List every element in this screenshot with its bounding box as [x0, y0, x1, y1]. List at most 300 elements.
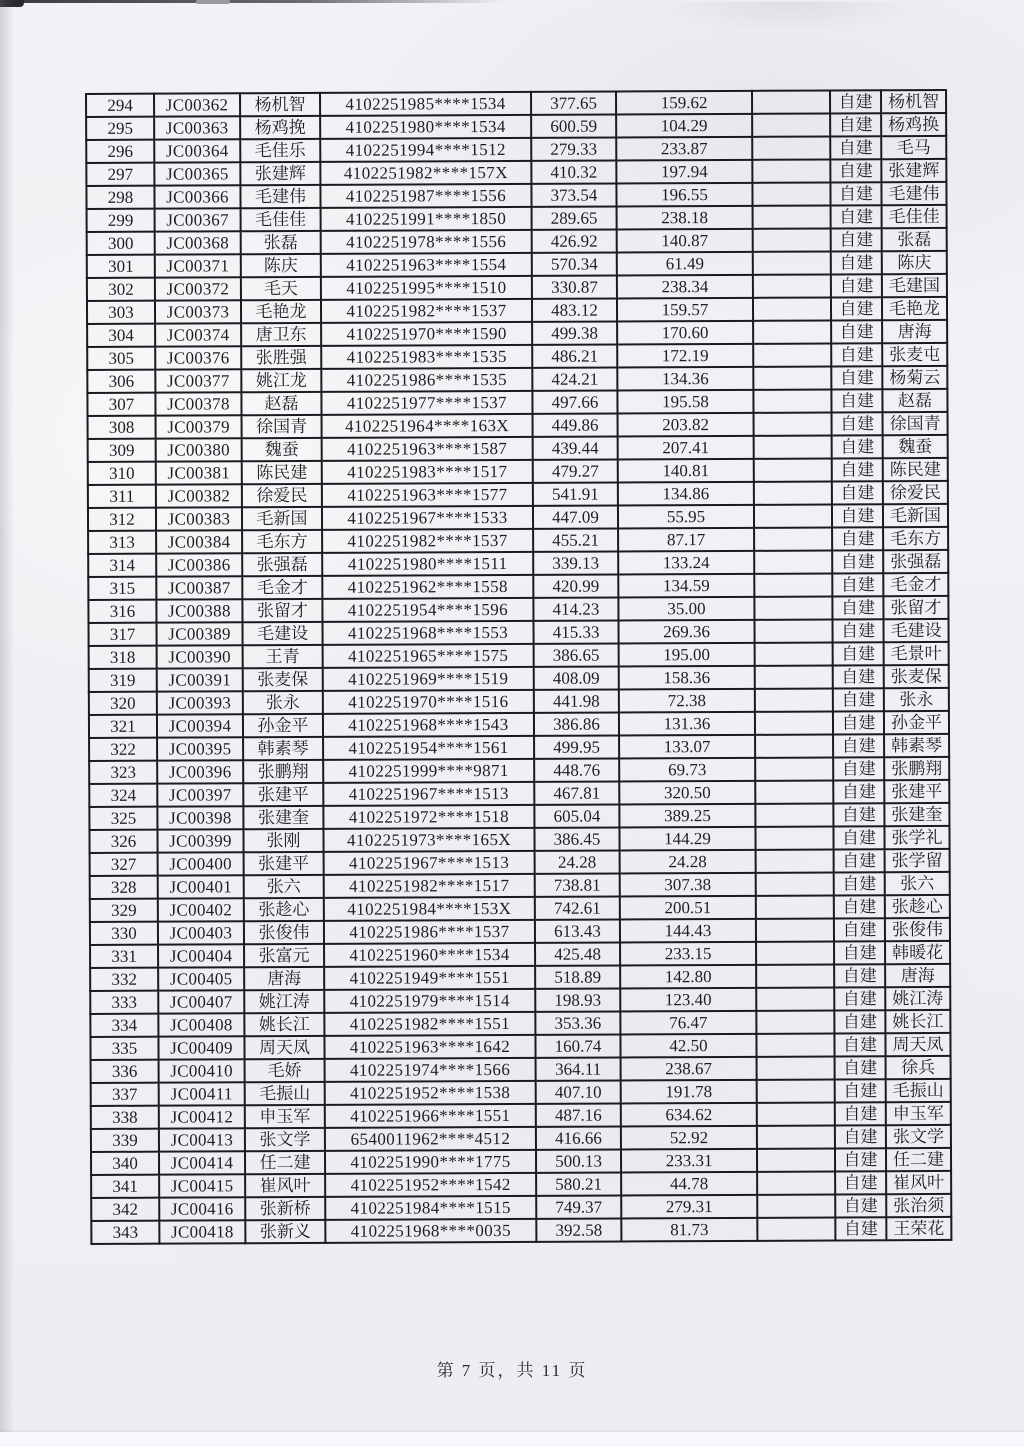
cell-blank — [755, 711, 833, 734]
cell-name-2: 姚长江 — [885, 1010, 950, 1033]
cell-blank — [755, 665, 833, 688]
cell-value-2: 44.78 — [621, 1172, 757, 1196]
cell-blank — [757, 1079, 835, 1102]
cell-value-1: 613.43 — [535, 919, 620, 942]
cell-blank — [752, 159, 830, 182]
cell-build-type: 自建 — [835, 1125, 886, 1148]
cell-blank — [756, 987, 834, 1010]
cell-blank — [754, 481, 832, 504]
cell-value-2: 200.51 — [620, 896, 756, 920]
cell-name: 姚江涛 — [244, 990, 324, 1013]
cell-code: JC00401 — [158, 875, 244, 898]
cell-index: 328 — [90, 876, 158, 899]
cell-build-type: 自建 — [833, 642, 884, 665]
cell-value-2: 42.50 — [620, 1034, 756, 1058]
cell-value-2: 72.38 — [619, 689, 755, 713]
cell-id-number: 4102251984****1515 — [325, 1196, 536, 1220]
cell-code: JC00394 — [157, 714, 243, 737]
cell-build-type: 自建 — [832, 481, 883, 504]
cell-value-1: 377.65 — [531, 91, 616, 114]
cell-name-2: 杨鸡换 — [881, 113, 946, 136]
cell-blank — [757, 1194, 835, 1217]
cell-build-type: 自建 — [832, 527, 883, 550]
cell-value-1: 483.12 — [532, 298, 617, 321]
cell-id-number: 4102251991****1850 — [321, 207, 532, 231]
cell-value-2: 134.36 — [617, 367, 753, 391]
cell-index: 336 — [91, 1060, 159, 1083]
cell-name-2: 毛佳佳 — [882, 205, 947, 228]
cell-name: 张磊 — [241, 231, 321, 254]
cell-build-type: 自建 — [834, 941, 885, 964]
cell-name: 张富元 — [244, 944, 324, 967]
cell-index: 317 — [88, 623, 156, 646]
cell-name-2: 周天凤 — [885, 1033, 950, 1056]
page-footer: 第 7 页，共 11 页 — [436, 1361, 588, 1380]
cell-value-2: 159.62 — [616, 91, 752, 115]
cell-name: 张建平 — [244, 852, 324, 875]
cell-build-type: 自建 — [832, 619, 883, 642]
cell-name: 毛东方 — [242, 530, 322, 553]
cell-build-type: 自建 — [835, 1079, 886, 1102]
cell-value-1: 518.89 — [535, 965, 620, 988]
cell-build-type: 自建 — [831, 320, 882, 343]
cell-index: 333 — [90, 991, 158, 1014]
cell-id-number: 4102251964****163X — [322, 414, 533, 438]
cell-value-2: 195.58 — [617, 390, 753, 414]
cell-name: 唐海 — [244, 967, 324, 990]
cell-value-1: 541.91 — [533, 482, 618, 505]
cell-code: JC00410 — [159, 1059, 245, 1082]
cell-id-number: 4102251982****157X — [320, 161, 531, 185]
cell-value-2: 195.00 — [619, 643, 755, 667]
cell-value-2: 81.73 — [621, 1218, 757, 1242]
cell-index: 321 — [89, 715, 157, 738]
cell-build-type: 自建 — [833, 780, 884, 803]
cell-index: 313 — [88, 531, 156, 554]
cell-name: 毛天 — [241, 277, 321, 300]
cell-index: 323 — [89, 761, 157, 784]
scan-artifact-top-edge — [0, 0, 505, 3]
cell-build-type: 自建 — [832, 412, 883, 435]
cell-name-2: 申玉军 — [886, 1102, 951, 1125]
cell-name-2: 韩素琴 — [884, 734, 949, 757]
cell-name: 张建辉 — [240, 162, 320, 185]
cell-name-2: 张永 — [884, 688, 949, 711]
cell-id-number: 4102251963****1577 — [322, 483, 533, 507]
cell-blank — [755, 688, 833, 711]
cell-index: 301 — [87, 255, 155, 278]
cell-build-type: 自建 — [832, 596, 883, 619]
cell-blank — [754, 573, 832, 596]
cell-blank — [753, 228, 831, 251]
cell-index: 322 — [89, 738, 157, 761]
cell-value-1: 339.13 — [533, 551, 618, 574]
cell-index: 303 — [87, 301, 155, 324]
cell-value-1: 160.74 — [535, 1034, 620, 1057]
cell-value-2: 269.36 — [618, 620, 754, 644]
cell-value-2: 197.94 — [616, 160, 752, 184]
cell-build-type: 自建 — [831, 205, 882, 228]
cell-name-2: 张麦保 — [884, 665, 949, 688]
cell-code: JC00367 — [155, 208, 241, 231]
cell-value-2: 142.80 — [620, 965, 756, 989]
cell-name: 崔风叶 — [245, 1174, 325, 1197]
cell-code: JC00398 — [157, 806, 243, 829]
cell-blank — [752, 136, 830, 159]
cell-id-number: 4102251978****1556 — [321, 230, 532, 254]
cell-name-2: 张学礼 — [884, 826, 949, 849]
cell-blank — [752, 90, 830, 113]
cell-name-2: 张麦屯 — [882, 343, 947, 366]
cell-value-2: 55.95 — [618, 505, 754, 529]
cell-value-1: 279.33 — [531, 137, 616, 160]
cell-build-type: 自建 — [832, 504, 883, 527]
cell-build-type: 自建 — [830, 90, 881, 113]
cell-name: 张胜强 — [241, 346, 321, 369]
cell-value-1: 570.34 — [532, 252, 617, 275]
cell-code: JC00411 — [159, 1082, 245, 1105]
cell-name: 张新桥 — [245, 1197, 325, 1220]
cell-index: 315 — [88, 577, 156, 600]
cell-id-number: 4102251952****1538 — [325, 1081, 536, 1105]
cell-name: 孙金平 — [243, 714, 323, 737]
cell-value-2: 233.31 — [621, 1149, 757, 1173]
cell-value-1: 486.21 — [532, 344, 617, 367]
cell-build-type: 自建 — [830, 113, 881, 136]
cell-name-2: 张磊 — [882, 228, 947, 251]
cell-blank — [754, 504, 832, 527]
cell-name-2: 张六 — [885, 872, 950, 895]
cell-name-2: 毛建伟 — [881, 182, 946, 205]
cell-index: 299 — [87, 209, 155, 232]
scan-artifact-top-dash — [196, 0, 230, 4]
cell-build-type: 自建 — [835, 1148, 886, 1171]
cell-code: JC00371 — [155, 254, 241, 277]
cell-id-number: 4102251982****1517 — [324, 874, 535, 898]
cell-build-type: 自建 — [830, 136, 881, 159]
cell-value-1: 749.37 — [536, 1195, 621, 1218]
cell-name: 毛建伟 — [240, 185, 320, 208]
cell-value-1: 497.66 — [532, 390, 617, 413]
cell-code: JC00382 — [156, 484, 242, 507]
cell-value-1: 580.21 — [536, 1172, 621, 1195]
cell-name-2: 张文学 — [886, 1125, 951, 1148]
cell-index: 300 — [87, 232, 155, 255]
cell-value-2: 170.60 — [617, 321, 753, 345]
cell-code: JC00386 — [156, 553, 242, 576]
cell-id-number: 4102251967****1513 — [323, 782, 534, 806]
cell-id-number: 4102251980****1534 — [320, 115, 531, 139]
cell-value-1: 742.61 — [535, 896, 620, 919]
cell-id-number: 4102251995****1510 — [321, 276, 532, 300]
cell-value-1: 424.21 — [532, 367, 617, 390]
cell-code: JC00368 — [155, 231, 241, 254]
cell-blank — [753, 274, 831, 297]
cell-value-2: 24.28 — [620, 850, 756, 874]
cell-value-2: 131.36 — [619, 712, 755, 736]
cell-id-number: 4102251979****1514 — [324, 989, 535, 1013]
cell-name: 魏蚕 — [242, 438, 322, 461]
cell-blank — [757, 1125, 835, 1148]
cell-value-1: 408.09 — [534, 666, 619, 689]
cell-blank — [756, 895, 834, 918]
cell-blank — [756, 872, 834, 895]
cell-id-number: 4102251963****1587 — [322, 437, 533, 461]
cell-value-1: 420.99 — [533, 574, 618, 597]
cell-blank — [752, 182, 830, 205]
cell-id-number: 4102251968****1543 — [323, 713, 534, 737]
cell-code: JC00408 — [158, 1013, 244, 1036]
cell-name: 张文学 — [245, 1128, 325, 1151]
cell-name-2: 张强磊 — [883, 550, 948, 573]
cell-index: 332 — [90, 968, 158, 991]
cell-code: JC00372 — [155, 277, 241, 300]
cell-index: 298 — [86, 186, 154, 209]
cell-index: 330 — [90, 922, 158, 945]
cell-value-1: 364.11 — [536, 1057, 621, 1080]
cell-value-2: 140.87 — [617, 229, 753, 253]
cell-blank — [754, 527, 832, 550]
cell-value-2: 133.24 — [618, 551, 754, 575]
cell-name-2: 张建辉 — [881, 159, 946, 182]
cell-build-type: 自建 — [835, 1056, 886, 1079]
cell-name: 姚江龙 — [241, 369, 321, 392]
cell-code: JC00393 — [157, 691, 243, 714]
cell-id-number: 4102251968****1553 — [322, 621, 533, 645]
cell-value-1: 386.65 — [534, 643, 619, 666]
cell-name: 张趁心 — [244, 898, 324, 921]
cell-code: JC00397 — [157, 783, 243, 806]
cell-code: JC00391 — [157, 668, 243, 691]
cell-blank — [757, 1171, 835, 1194]
cell-code: JC00377 — [155, 369, 241, 392]
cell-value-1: 386.86 — [534, 712, 619, 735]
cell-name-2: 徐国青 — [883, 412, 948, 435]
cell-blank — [755, 757, 833, 780]
cell-value-1: 198.93 — [535, 988, 620, 1011]
cell-value-1: 330.87 — [532, 275, 617, 298]
cell-blank — [756, 918, 834, 941]
cell-value-1: 500.13 — [536, 1149, 621, 1172]
cell-id-number: 4102251962****1558 — [322, 575, 533, 599]
cell-value-1: 455.21 — [533, 528, 618, 551]
cell-code: JC00403 — [158, 921, 244, 944]
cell-id-number: 4102251982****1537 — [321, 299, 532, 323]
cell-name-2: 毛建国 — [882, 274, 947, 297]
cell-code: JC00380 — [156, 438, 242, 461]
cell-name-2: 杨机智 — [881, 90, 946, 113]
cell-build-type: 自建 — [835, 1217, 886, 1240]
cell-value-1: 600.59 — [531, 114, 616, 137]
cell-name-2: 徐兵 — [886, 1056, 951, 1079]
cell-build-type: 自建 — [834, 1033, 885, 1056]
cell-name-2: 张建平 — [884, 780, 949, 803]
scan-artifact-left-shadow — [0, 0, 14, 1447]
cell-index: 302 — [87, 278, 155, 301]
cell-value-2: 207.41 — [618, 436, 754, 460]
cell-code: JC00365 — [154, 162, 240, 185]
cell-blank — [757, 1056, 835, 1079]
cell-name-2: 毛金才 — [883, 573, 948, 596]
cell-name-2: 毛建设 — [883, 619, 948, 642]
cell-code: JC00399 — [157, 829, 243, 852]
cell-build-type: 自建 — [835, 1171, 886, 1194]
cell-build-type: 自建 — [834, 849, 885, 872]
cell-blank — [753, 205, 831, 228]
cell-build-type: 自建 — [833, 803, 884, 826]
cell-index: 295 — [86, 117, 154, 140]
cell-id-number: 4102251954****1596 — [322, 598, 533, 622]
cell-id-number: 4102251968****0035 — [325, 1219, 536, 1243]
cell-build-type: 自建 — [831, 297, 882, 320]
cell-index: 331 — [90, 945, 158, 968]
cell-blank — [756, 941, 834, 964]
cell-name-2: 张留才 — [883, 596, 948, 619]
cell-name-2: 张学留 — [885, 849, 950, 872]
cell-value-2: 307.38 — [620, 873, 756, 897]
cell-code: JC00378 — [155, 392, 241, 415]
records-table — [85, 89, 950, 1245]
cell-index: 306 — [87, 370, 155, 393]
cell-id-number: 4102251982****1551 — [324, 1012, 535, 1036]
cell-code: JC00405 — [158, 967, 244, 990]
cell-build-type: 自建 — [833, 826, 884, 849]
cell-value-1: 449.86 — [533, 413, 618, 436]
cell-index: 320 — [89, 692, 157, 715]
cell-index: 296 — [86, 140, 154, 163]
cell-build-type: 自建 — [831, 274, 882, 297]
cell-index: 308 — [88, 416, 156, 439]
cell-build-type: 自建 — [834, 964, 885, 987]
cell-value-2: 76.47 — [620, 1011, 756, 1035]
cell-build-type: 自建 — [831, 251, 882, 274]
cell-index: 338 — [91, 1106, 159, 1129]
cell-value-2: 134.59 — [618, 574, 754, 598]
cell-name: 徐国青 — [242, 415, 322, 438]
cell-blank — [753, 297, 831, 320]
cell-build-type: 自建 — [832, 435, 883, 458]
cell-name: 毛金才 — [242, 576, 322, 599]
cell-blank — [757, 1102, 835, 1125]
cell-index: 334 — [90, 1014, 158, 1037]
cell-index: 316 — [88, 600, 156, 623]
cell-code: JC00384 — [156, 530, 242, 553]
cell-name-2: 毛振山 — [886, 1079, 951, 1102]
cell-value-2: 87.17 — [618, 528, 754, 552]
cell-value-2: 238.67 — [621, 1057, 757, 1081]
cell-value-2: 104.29 — [616, 114, 752, 138]
cell-index: 312 — [88, 508, 156, 531]
cell-value-2: 134.86 — [618, 482, 754, 506]
scan-artifact-bottom-band — [0, 1432, 1024, 1447]
cell-name: 张建奎 — [243, 806, 323, 829]
cell-code: JC00404 — [158, 944, 244, 967]
cell-index: 305 — [87, 347, 155, 370]
cell-id-number: 4102251970****1590 — [321, 322, 532, 346]
cell-blank — [753, 251, 831, 274]
cell-name-2: 任二建 — [886, 1148, 951, 1171]
cell-name: 张俊伟 — [244, 921, 324, 944]
cell-name: 唐卫东 — [241, 323, 321, 346]
cell-id-number: 4102251966****1551 — [325, 1104, 536, 1128]
cell-build-type: 自建 — [832, 573, 883, 596]
cell-id-number: 4102251954****1561 — [323, 736, 534, 760]
cell-name: 张永 — [243, 691, 323, 714]
cell-index: 309 — [88, 439, 156, 462]
cell-name-2: 王荣花 — [886, 1217, 951, 1240]
cell-value-2: 159.57 — [617, 298, 753, 322]
cell-build-type: 自建 — [834, 918, 885, 941]
cell-value-2: 52.92 — [621, 1126, 757, 1150]
cell-value-1: 605.04 — [534, 804, 619, 827]
cell-value-1: 439.44 — [533, 436, 618, 459]
cell-name: 张留才 — [242, 599, 322, 622]
cell-id-number: 4102251986****1535 — [321, 368, 532, 392]
cell-index: 297 — [86, 163, 154, 186]
cell-build-type: 自建 — [832, 550, 883, 573]
cell-value-2: 61.49 — [617, 252, 753, 276]
cell-id-number: 4102251994****1512 — [320, 138, 531, 162]
cell-code: JC00418 — [159, 1220, 245, 1243]
cell-build-type: 自建 — [833, 688, 884, 711]
cell-name-2: 杨菊云 — [882, 366, 947, 389]
cell-value-2: 233.87 — [616, 137, 752, 161]
cell-index: 337 — [91, 1083, 159, 1106]
cell-code: JC00381 — [156, 461, 242, 484]
cell-id-number: 4102251949****1551 — [324, 966, 535, 990]
cell-index: 335 — [90, 1037, 158, 1060]
cell-index: 314 — [88, 554, 156, 577]
cell-code: JC00389 — [156, 622, 242, 645]
cell-value-2: 320.50 — [619, 781, 755, 805]
cell-code: JC00373 — [155, 300, 241, 323]
cell-value-2: 191.78 — [621, 1080, 757, 1104]
cell-value-1: 448.76 — [534, 758, 619, 781]
cell-blank — [757, 1148, 835, 1171]
cell-id-number: 4102251985****1534 — [320, 92, 531, 116]
cell-id-number: 4102251999****9871 — [323, 759, 534, 783]
cell-index: 318 — [89, 646, 157, 669]
cell-id-number: 4102251987****1556 — [320, 184, 531, 208]
cell-id-number: 4102251983****1535 — [321, 345, 532, 369]
cell-build-type: 自建 — [834, 872, 885, 895]
cell-index: 310 — [88, 462, 156, 485]
cell-build-type: 自建 — [831, 366, 882, 389]
cell-value-1: 499.38 — [532, 321, 617, 344]
cell-name: 徐爱民 — [242, 484, 322, 507]
cell-value-1: 425.48 — [535, 942, 620, 965]
cell-index: 327 — [90, 853, 158, 876]
cell-value-1: 487.16 — [536, 1103, 621, 1126]
cell-name-2: 唐海 — [885, 964, 950, 987]
cell-code: JC00390 — [157, 645, 243, 668]
cell-value-2: 69.73 — [619, 758, 755, 782]
cell-blank — [753, 343, 831, 366]
cell-build-type: 自建 — [833, 734, 884, 757]
cell-value-1: 467.81 — [534, 781, 619, 804]
cell-name-2: 张鹏翔 — [884, 757, 949, 780]
cell-value-1: 353.36 — [535, 1011, 620, 1034]
table-row — [91, 1217, 951, 1244]
cell-id-number: 4102251982****1537 — [322, 529, 533, 553]
cell-value-1: 24.28 — [535, 850, 620, 873]
cell-id-number: 4102251963****1554 — [321, 253, 532, 277]
cell-id-number: 4102251986****1537 — [324, 920, 535, 944]
cell-code: JC00379 — [156, 415, 242, 438]
cell-name-2: 张俊伟 — [885, 918, 950, 941]
cell-id-number: 4102251967****1513 — [324, 851, 535, 875]
cell-name-2: 唐海 — [882, 320, 947, 343]
